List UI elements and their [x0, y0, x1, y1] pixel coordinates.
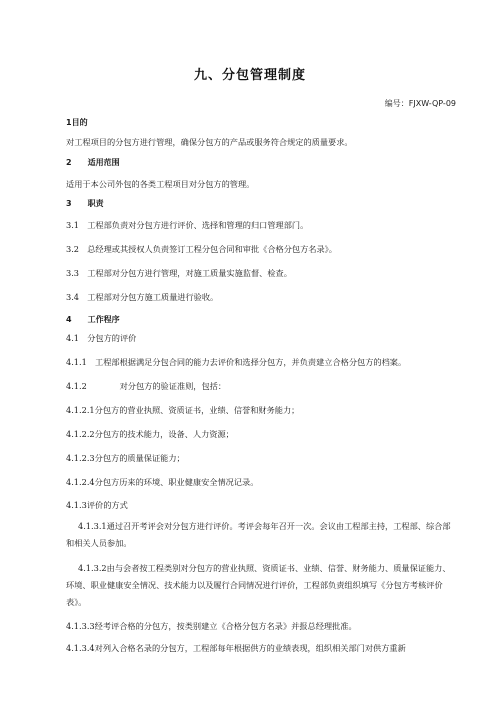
paragraph: 4.1.3.3经考评合格的分包方，按类别建立《合格分包方名录》并报总经理批准。 [66, 621, 357, 631]
paragraph: 3.2 总经理或其授权人负责签订工程分包合同和审批《合格分包方名录》。 [66, 244, 337, 254]
paragraph: 4.1.3.1通过召开考评会对分包方进行评价。考评会每年召开一次。会议由工程部主持，工程部、综合部和相关人员参加。 [66, 521, 451, 548]
paragraph: 对工程项目的分包方进行管理，确保分包方的产品或服务符合规定的质量要求。 [66, 137, 353, 147]
paragraph: 4.1.3.2由与会者按工程类别对分包方的营业执照、资质证书、业绩、信誉、财务能力、质量保证能力、环境、职业健康安全情况、技术能力以及履行合同情况进行评价，工程部负责组织填写《分包方考核评价表》。 [66, 563, 451, 607]
paragraph: 4.1.2.2分包方的技术能力，设备、人力资源； [66, 429, 234, 439]
document-code: 编号：FJXW-QP-09 [384, 99, 456, 108]
paragraph: 3.1 工程部负责对分包方进行评价、选择和管理的归口管理部门。 [66, 220, 309, 230]
paragraph: 4.1.2.4分包方历来的环境、职业健康安全情况记录。 [66, 477, 259, 487]
section-heading-purpose: 1目的 [66, 118, 88, 127]
paragraph: 3.3 工程部对分包方进行管理，对施工质量实施监督、检查。 [66, 268, 292, 278]
paragraph: 适用于本公司外包的各类工程项目对分包方的管理。 [66, 179, 255, 189]
paragraph: 4.1.1 工程部根据满足分包合同的能力去评价和选择分包方，并负责建立合格分包方的档案。 [66, 357, 407, 367]
section-heading-responsibility: 3 职责 [66, 199, 104, 208]
paragraph: 3.4 工程部对分包方施工质量进行验收。 [66, 292, 219, 302]
paragraph: 4.1 分包方的评价 [66, 333, 137, 343]
section-heading-scope: 2 适用范围 [66, 158, 120, 167]
paragraph: 4.1.3评价的方式 [66, 500, 128, 510]
page-title: 九、分包管理制度 [193, 68, 306, 83]
section-heading-procedure: 4 工作程序 [66, 315, 120, 324]
paragraph: 4.1.2 对分包方的验证准则，包括： [66, 381, 227, 391]
paragraph: 4.1.3.4对列入合格名录的分包方，工程部每年根据供方的业绩表现，组织相关部门对供方重新 [66, 643, 406, 653]
paragraph: 4.1.2.1分包方的营业执照、资质证书，业绩、信誉和财务能力； [66, 405, 300, 415]
paragraph: 4.1.2.3分包方的质量保证能力； [66, 453, 185, 463]
